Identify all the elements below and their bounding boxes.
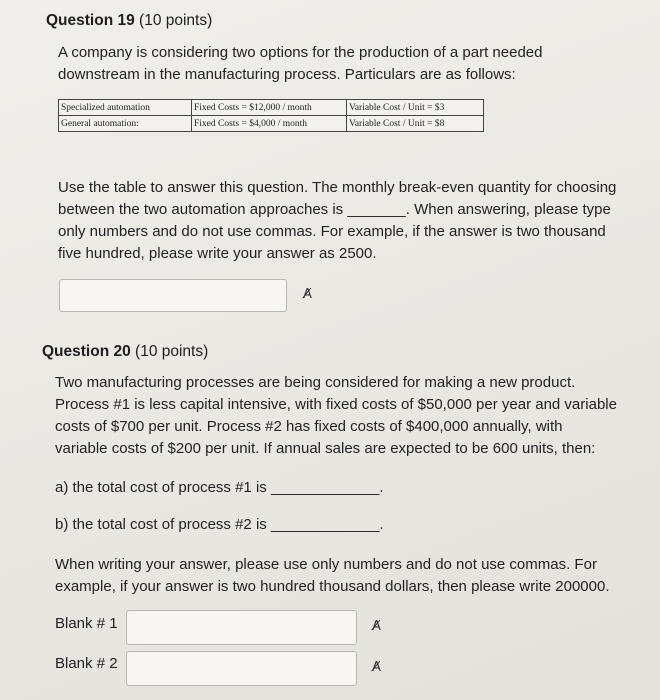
table-row [59, 100, 484, 116]
question-20-body [55, 372, 617, 460]
blank-1-label: Blank # 1 [55, 615, 118, 632]
q20-body-line: variable costs of $200 per unit. If annual sales are expected to be 600 units, then: [55, 440, 596, 457]
question-19-instructions [58, 177, 616, 265]
question-19-points: (10 points) [139, 12, 213, 29]
spell-check-icon[interactable]: A̸ [372, 619, 381, 634]
table-cell: Specialized automation [59, 100, 192, 116]
table-cell: Variable Cost / Unit = $3 [347, 100, 484, 116]
question-19-title [46, 12, 212, 30]
q19-instr-line: Use the table to answer this question. The monthly break-even quantity for choosing [58, 179, 617, 196]
q20-part-b [55, 514, 384, 536]
question-20-points: (10 points) [135, 343, 209, 360]
q19-instr-line: between the two automation approaches is _______. When answering, please type [58, 201, 611, 218]
q20-instr-line: example, if your answer is two hundred thousand dollars, then please write 200000. [55, 578, 610, 595]
blank-2-label: Blank # 2 [55, 655, 118, 672]
spell-check-icon[interactable]: A̸ [372, 660, 381, 675]
q20-body-line: Process #1 is less capital intensive, with fixed costs of $50,000 per year and variable [55, 396, 617, 413]
table-cell: Fixed Costs = $12,000 / month [192, 100, 347, 116]
table-cell: Fixed Costs = $4,000 / month [192, 116, 347, 132]
spell-check-icon[interactable]: A̸ [303, 287, 312, 302]
question-20-number: Question 20 [42, 343, 131, 360]
blank-2-input[interactable] [126, 651, 357, 686]
table-cell: Variable Cost / Unit = $8 [347, 116, 484, 132]
cost-table [58, 99, 484, 132]
blank-1-input[interactable] [126, 610, 357, 645]
q19-instr-line: only numbers and do not use commas. For example, if the answer is two thousand [58, 223, 606, 240]
question-19-number: Question 19 [46, 12, 135, 29]
question-19-intro [58, 42, 542, 86]
q20-part-b-text: b) the total cost of process #2 is _____________. [55, 516, 384, 533]
q20-part-a-text: a) the total cost of process #1 is _____________. [55, 479, 384, 496]
question-20-instructions [55, 554, 610, 598]
table-row [59, 116, 484, 132]
q19-intro-line: downstream in the manufacturing process. Particulars are as follows: [58, 66, 516, 83]
q20-part-a [55, 477, 384, 499]
q19-intro-line: A company is considering two options for the production of a part needed [58, 44, 543, 61]
q19-instr-line: five hundred, please write your answer as 2500. [58, 245, 377, 262]
table-cell: General automation: [59, 116, 192, 132]
question-20-title [42, 343, 208, 361]
q20-body-line: costs of $700 per unit. Process #2 has fixed costs of $400,000 annually, with [55, 418, 563, 435]
q19-answer-input[interactable] [59, 279, 287, 312]
q20-instr-line: When writing your answer, please use only numbers and do not use commas. For [55, 556, 597, 573]
q20-body-line: Two manufacturing processes are being considered for making a new product. [55, 374, 576, 391]
